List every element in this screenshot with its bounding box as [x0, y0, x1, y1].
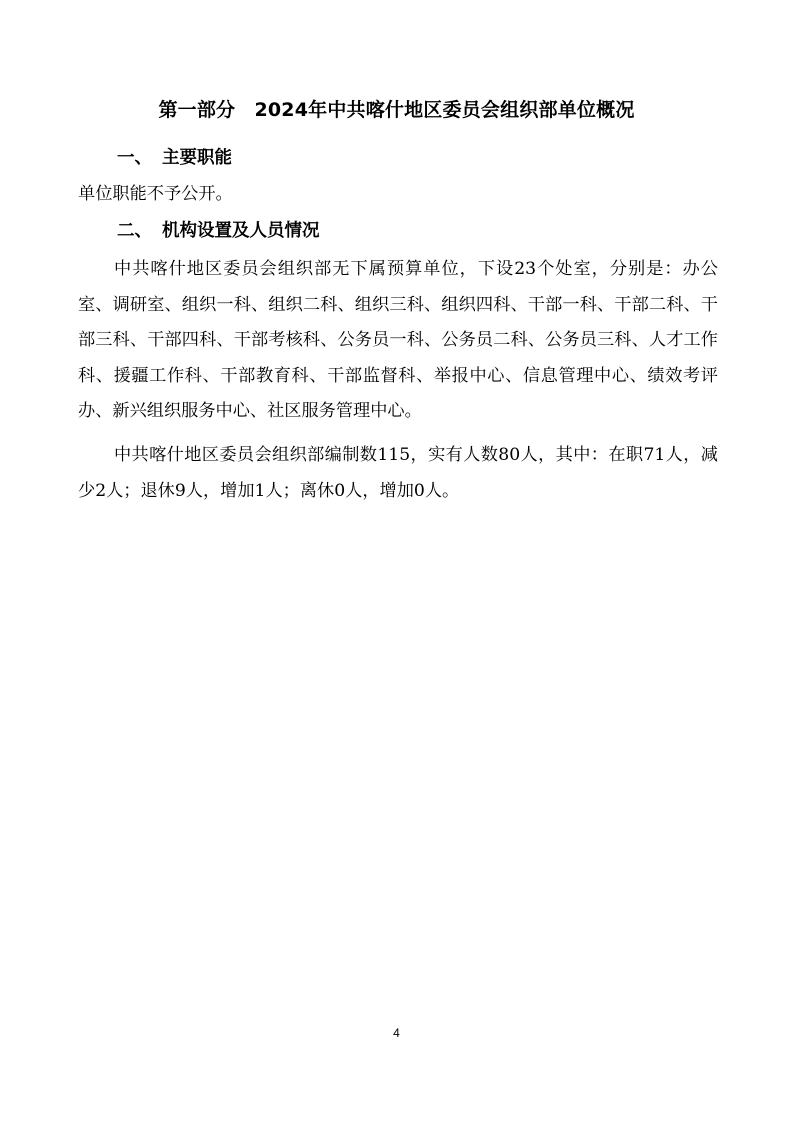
section-heading-organization [117, 218, 320, 244]
section-number: 一、 [117, 148, 152, 168]
staffing-paragraph: 中共喀什地区委员会组织部编制数115，实有人数80人，其中：在职71人，减少2人；退休9人，增加1人；离休0人，增加0人。 [78, 445, 718, 501]
section-number: 二、 [117, 221, 152, 241]
page-number: 4 [393, 1026, 400, 1040]
section-heading-functions [117, 145, 232, 171]
page-title: 第一部分 2024年中共喀什地区委员会组织部单位概况 [158, 99, 635, 121]
organization-paragraph: 中共喀什地区委员会组织部无下属预算单位，下设23个处室，分别是：办公室、调研室、组织一科、组织二科、组织三科、组织四科、干部一科、干部二科、干部三科、干部四科、干部考核科、公务员一科、公务员二科、公务员三科、人才工作科、援疆工作科、干部教育科、干部监督科、举报中心、信息管理中心、绩效考评办、新兴组织服务中心、社区服务管理中心。 [78, 259, 718, 421]
section-title: 机构设置及人员情况 [162, 221, 320, 241]
section-title: 主要职能 [162, 148, 232, 168]
functions-paragraph: 单位职能不予公开。 [78, 184, 233, 204]
